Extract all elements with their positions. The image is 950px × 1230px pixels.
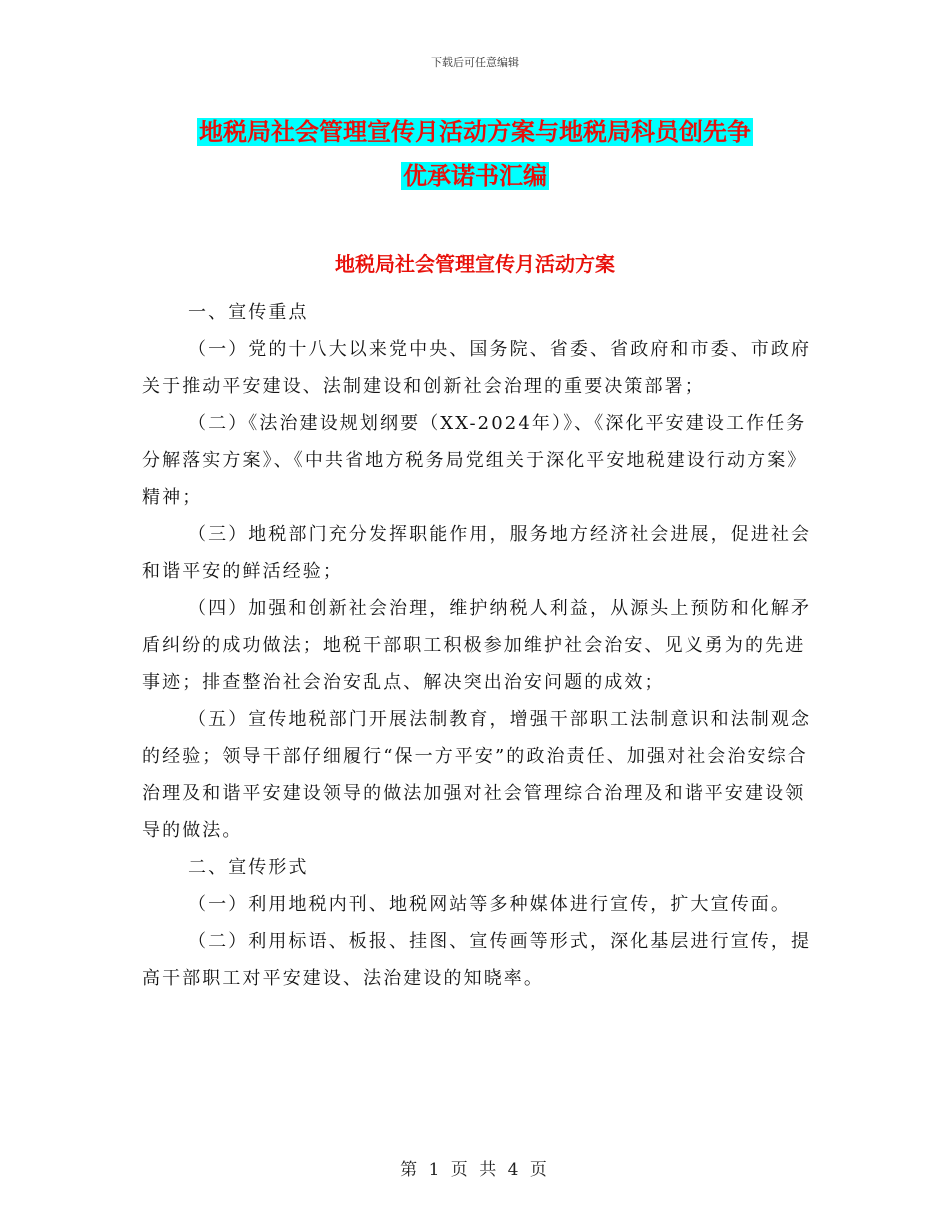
paragraph: （一）利用地税内刊、地税网站等多种媒体进行宣传，扩大宣传面。 xyxy=(188,894,791,915)
document-title xyxy=(140,110,810,198)
paragraph: （五）宣传地税部门开展法制教育，增强干部职工法制意识和法制观念的经验；领导干部仔细履行“保一方平安”的政治责任、加强对社会治安综合治理及和谐平安建设领导的做法加强对社会管理综合治理及和谐平安建设领导的做法。 xyxy=(142,709,812,841)
document-body xyxy=(142,294,812,997)
heading-publicity-focus: 一、宣传重点 xyxy=(188,302,309,323)
paragraph: （四）加强和创新社会治理，维护纳税人利益，从源头上预防和化解矛盾纠纷的成功做法；地税干部职工积极参加维护社会治安、见义勇为的先进事迹；排查整治社会治安乱点、解决突出治安问题的成效； xyxy=(142,598,812,693)
paragraph: （二）《法治建设规划纲要（XX-2024年）》、《深化平安建设工作任务分解落实方案》、《中共省地方税务局党组关于深化平安地税建设行动方案》精神； xyxy=(142,413,808,508)
document-title-line-1: 地税局社会管理宣传月活动方案与地税局科员创先争 xyxy=(199,118,751,146)
document-title-line-2: 优承诺书汇编 xyxy=(403,162,547,190)
paragraph: （三）地税部门充分发挥职能作用，服务地方经济社会进展，促进社会和谐平安的鲜活经验； xyxy=(142,524,812,582)
paragraph: （一）党的十八大以来党中央、国务院、省委、省政府和市委、市政府关于推动平安建设、法制建设和创新社会治理的重要决策部署； xyxy=(142,339,812,397)
header-note: 下载后可任意编辑 xyxy=(431,56,519,69)
paragraph: （二）利用标语、板报、挂图、宣传画等形式，深化基层进行宣传，提高干部职工对平安建设、法治建设的知晓率。 xyxy=(142,931,812,989)
heading-publicity-forms: 二、宣传形式 xyxy=(188,857,309,878)
page-footer: 第 1 页 共 4 页 xyxy=(400,1160,550,1180)
section-title: 地税局社会管理宣传月活动方案 xyxy=(335,252,615,276)
